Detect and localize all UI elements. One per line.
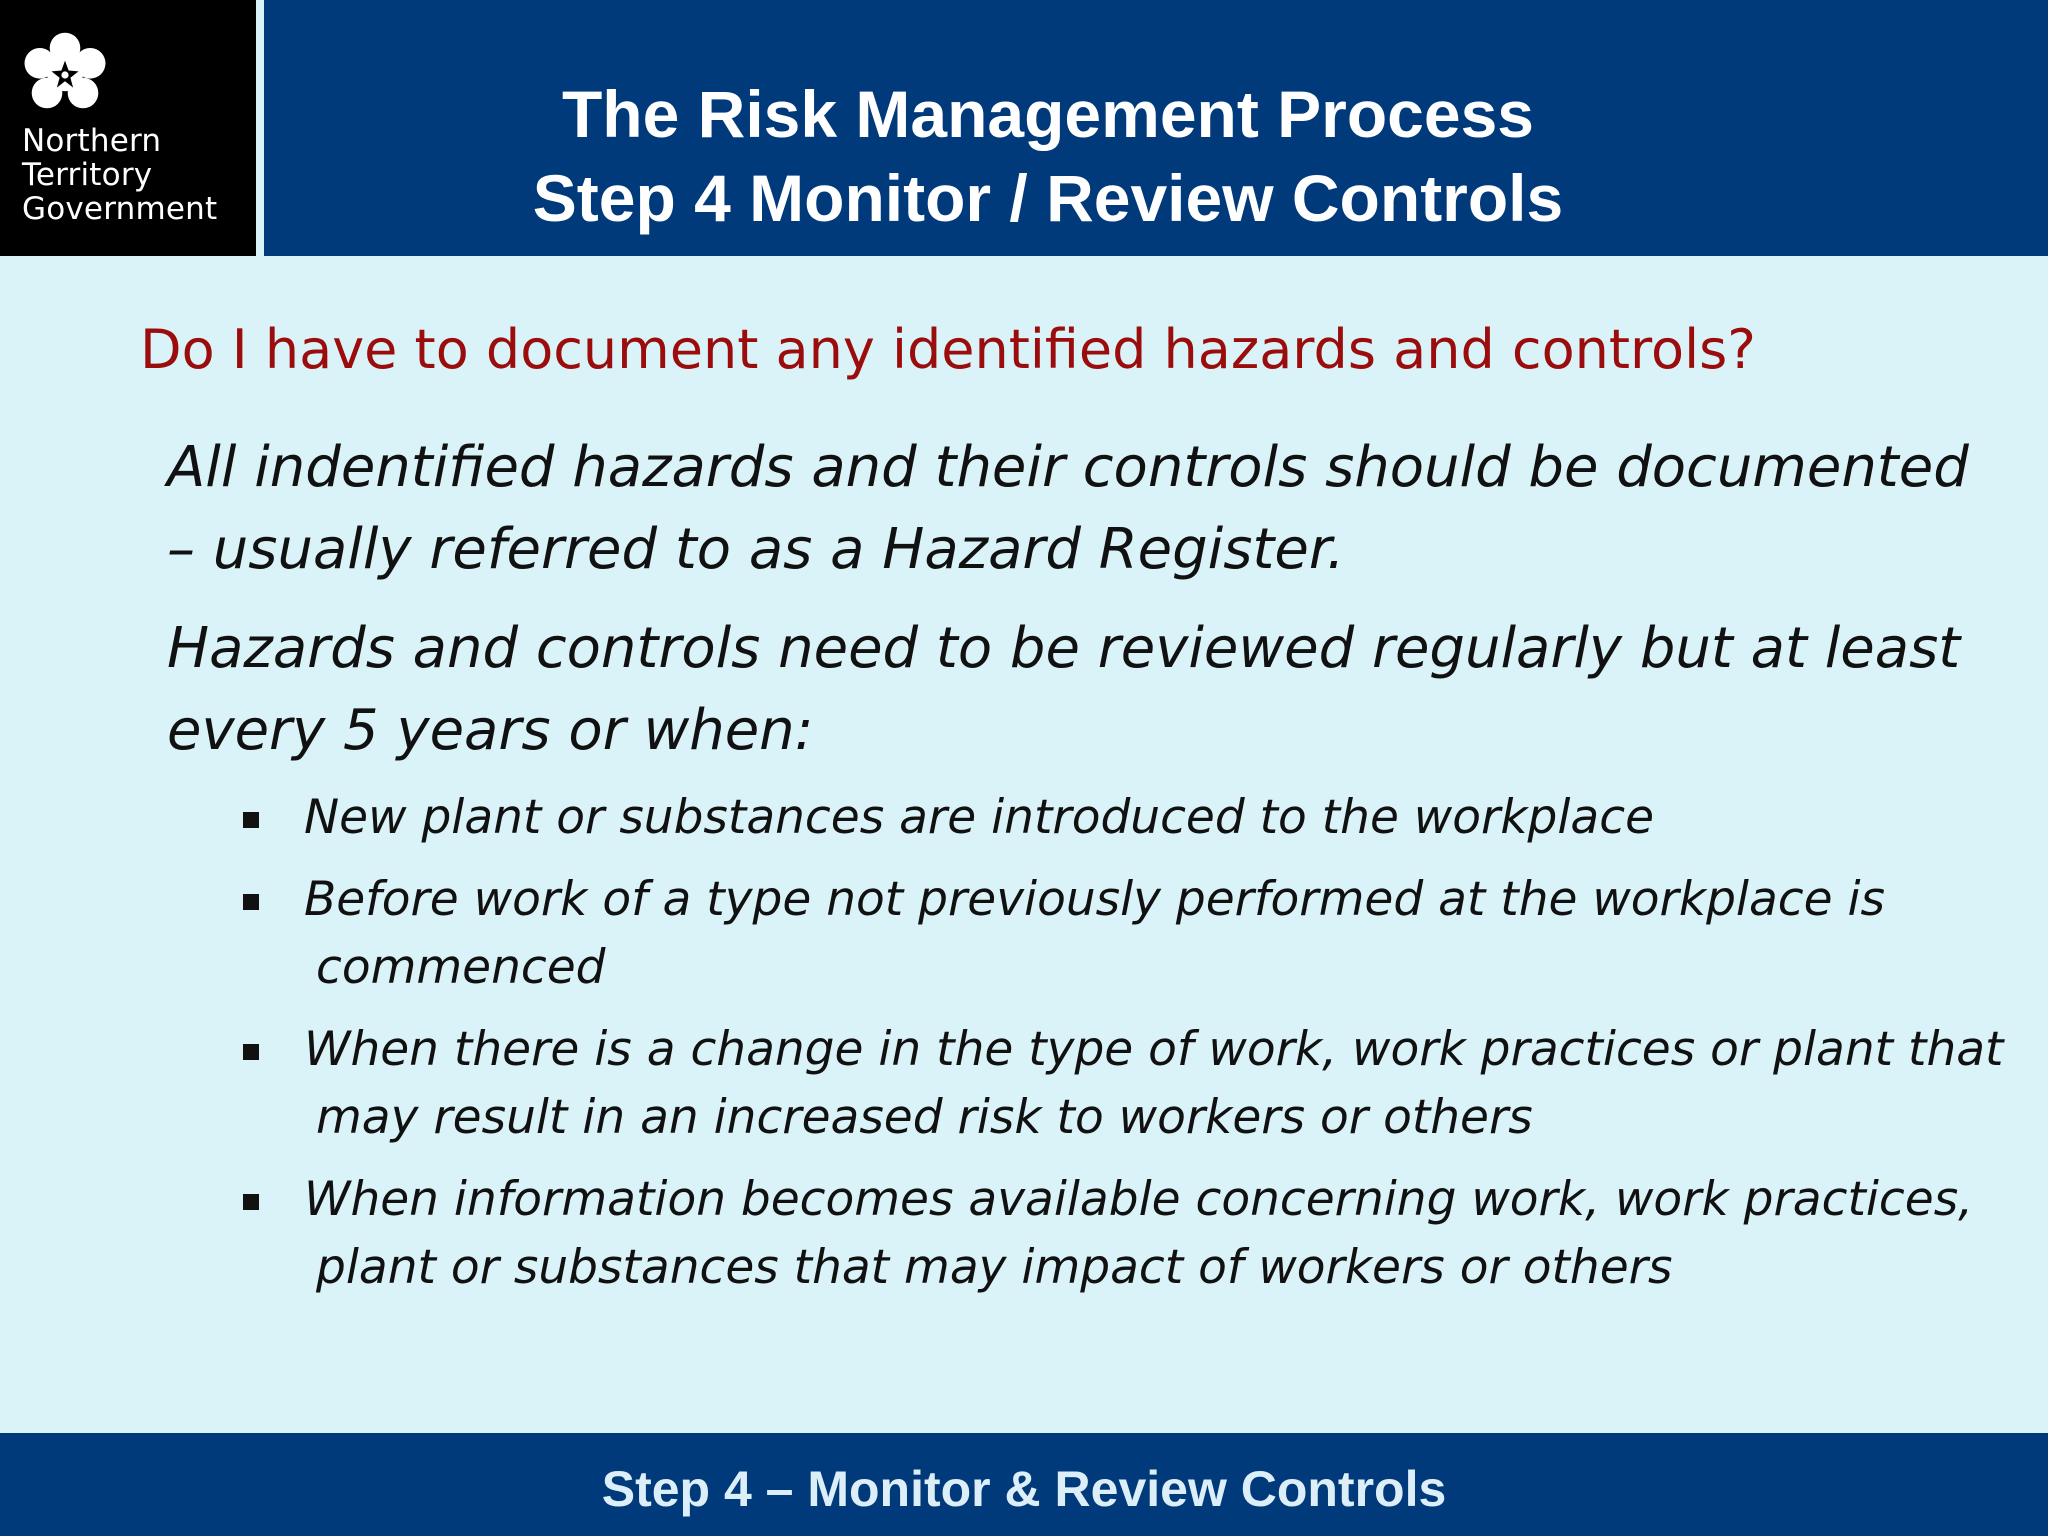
paragraph-line: Hazards and controls need to be reviewed regularly but at least xyxy=(167,616,1961,681)
list-item xyxy=(242,1016,2032,1152)
slide-title-line: Step 4 Monitor / Review Controls xyxy=(532,161,1564,235)
square-bullet-icon xyxy=(243,812,259,828)
list-item-text: plant or substances that may impact of workers or others xyxy=(316,1240,1673,1295)
logo-line: Government xyxy=(22,191,218,227)
list-item-text: Before work of a type not previously performed at the workplace is xyxy=(304,872,1886,927)
list-item-text: may result in an increased risk to workers or others xyxy=(316,1090,1533,1145)
square-bullet-icon xyxy=(243,1044,259,1060)
list-item-text: New plant or substances are introduced to the workplace xyxy=(304,790,1654,845)
list-item xyxy=(242,866,2032,1002)
paragraph-line: every 5 years or when: xyxy=(167,698,814,763)
list-item-text: When there is a change in the type of work, work practices or plant that xyxy=(304,1022,2004,1077)
slide-question-heading: Do I have to document any identified hazards and controls? xyxy=(140,318,1756,381)
paragraph-line: All indentified hazards and their controls should be documented xyxy=(167,435,1969,500)
paragraph-line: – usually referred to as a Hazard Register. xyxy=(167,517,1345,582)
list-item xyxy=(242,1166,2032,1302)
slide-header xyxy=(0,0,2048,256)
slide-title xyxy=(264,72,1832,240)
logo-line: Northern xyxy=(22,123,162,159)
logo-wordmark xyxy=(22,124,217,226)
nt-government-logo xyxy=(0,0,256,256)
footer-label: Step 4 – Monitor & Review Controls xyxy=(601,1461,1447,1517)
paragraph-review xyxy=(167,608,2007,772)
square-bullet-icon xyxy=(243,1194,259,1210)
list-item xyxy=(242,784,2032,852)
list-item-text: commenced xyxy=(316,940,606,995)
slide-title-line: The Risk Management Process xyxy=(561,77,1535,151)
list-item-text: When information becomes available concerning work, work practices, xyxy=(304,1172,1974,1227)
desert-rose-flower-icon xyxy=(20,30,110,120)
review-conditions-list xyxy=(242,784,2032,1316)
logo-divider xyxy=(256,0,264,256)
paragraph-documentation xyxy=(167,427,2007,591)
square-bullet-icon xyxy=(243,894,259,910)
logo-line: Territory xyxy=(22,157,153,193)
slide-footer xyxy=(0,1433,2048,1536)
